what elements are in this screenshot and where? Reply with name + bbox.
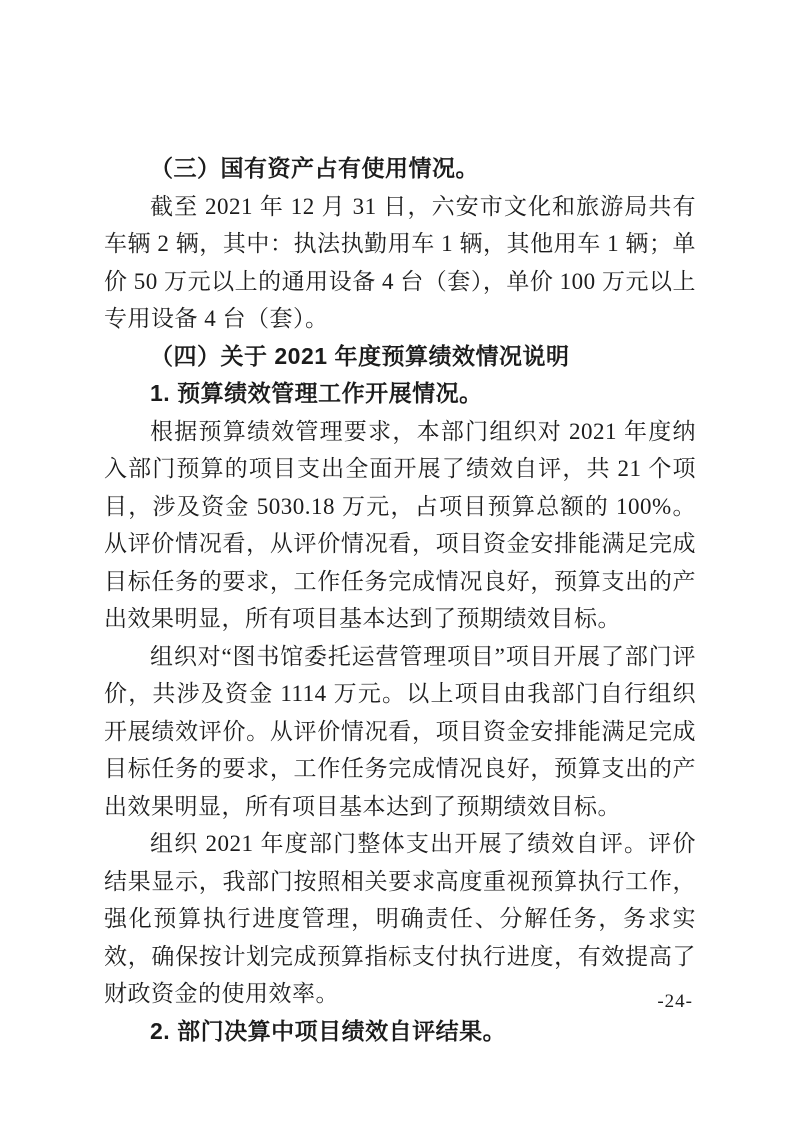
section-heading: 2. 部门决算中项目绩效自评结果。 (150, 1017, 507, 1044)
section-heading: （四）关于 2021 年度预算绩效情况说明 (150, 342, 570, 369)
section-heading: （三）国有资产占有使用情况。 (150, 155, 479, 181)
body-paragraph: 组织 2021 年度部门整体支出开展了绩效自评。评价结果显示，我部门按照相关要求高度重视预算执行工作，强化预算执行进度管理，明确责任、分解任务，务求实效，确保按计划完成预算指标支付执行进度，有效提高了财政资金的使用效率。 (104, 831, 696, 1006)
section-heading: 1. 预算绩效管理工作开展情况。 (150, 380, 483, 406)
page-number: -24- (657, 991, 693, 1012)
body-paragraph: 组织对“图书馆委托运营管理项目”项目开展了部门评价，共涉及资金 1114 万元。以上项目由我部门自行组织开展绩效评价。从评价情况看，项目资金安排能满足完成目标任务的要求，工作任务完成情况良好，预算支出的产出效果明显，所有项目基本达到了预期绩效目标。 (104, 643, 696, 819)
document-body (104, 150, 696, 1050)
body-paragraph: 根据预算绩效管理要求，本部门组织对 2021 年度纳入部门预算的项目支出全面开展了绩效自评，共 21 个项目，涉及资金 5030.18 万元，占项目预算总额的 100%。从评价情况看，从评价情况看，项目资金安排能满足完成目标任务的要求，工作任务完成情况良好，预算支出的产出效果明显，所有项目基本达到了预期绩效目标。 (104, 418, 696, 631)
body-paragraph: 截至 2021 年 12 月 31 日，六安市文化和旅游局共有车辆 2 辆，其中：执法执勤用车 1 辆，其他用车 1 辆；单价 50 万元以上的通用设备 4 台（套），单价 100 万元以上专用设备 4 台（套）。 (104, 193, 696, 331)
